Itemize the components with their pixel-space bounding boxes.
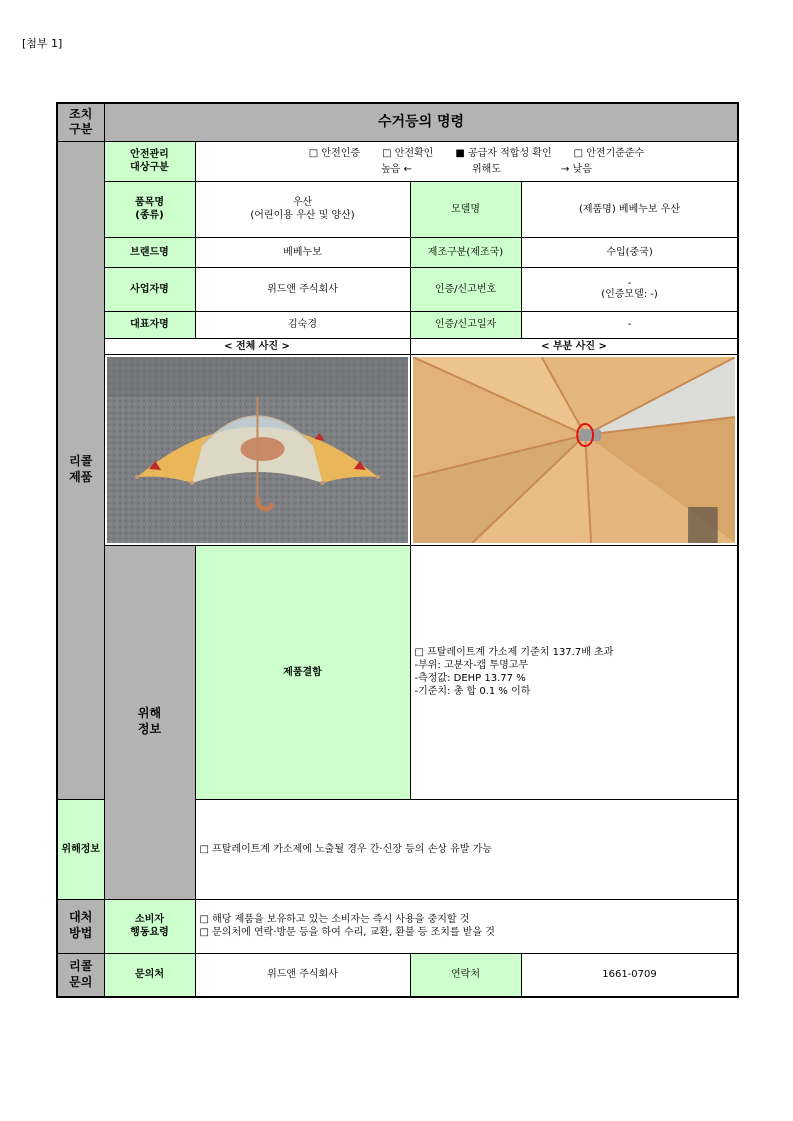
model-name-label: 모델명 [410, 181, 521, 237]
scale-mid: 위해도 [472, 163, 501, 175]
contact-value: 위드앤 주식회사 [195, 953, 410, 997]
umbrella-part-photo [413, 357, 736, 543]
model-name-value: (제품명) 베베누보 우산 [521, 181, 738, 237]
product-name-label: 품목명 (종류) [104, 181, 195, 237]
safety-category-label: 안전관리 대상구분 [104, 141, 195, 181]
consumer-action-line: □ 해당 제품을 보유하고 있는 소비자는 즉시 사용을 중지할 것 [199, 914, 470, 925]
representative-value: 김숙경 [195, 311, 410, 338]
manufacture-value: 수입(중국) [521, 237, 738, 267]
consumer-action-line: □ 문의처에 연락·방문 등을 하여 수리, 교환, 환불 등 조치를 받을 것 [199, 927, 495, 938]
phone-value: 1661-0709 [521, 953, 738, 997]
brand-value: 베베누보 [195, 237, 410, 267]
defect-line: -부위: 고분자-캡 투명고무 [414, 660, 529, 671]
business-value: 위드앤 주식회사 [195, 267, 410, 311]
option-safety-check: □ 안전확인 [382, 147, 434, 159]
business-label: 사업자명 [104, 267, 195, 311]
action-type-label: 조치 구분 [57, 103, 104, 141]
hazard-info-label: 위해정보 [57, 799, 104, 899]
scale-high: 높음 ← [381, 163, 413, 175]
option-safety-standard: □ 안전기준준수 [573, 147, 645, 159]
full-photo [104, 354, 410, 545]
brand-label: 브랜드명 [104, 237, 195, 267]
scale-low: → 낮음 [561, 163, 592, 175]
part-photo-header: < 부분 사진 > [410, 338, 738, 354]
hazard-scale [198, 163, 736, 176]
umbrella-full-photo [107, 357, 408, 543]
defect-value [410, 545, 738, 799]
attachment-label: [첨부 1] [22, 37, 63, 50]
cert-number-label: 인증/신고번호 [410, 267, 521, 311]
safety-category-options [198, 147, 736, 160]
safety-category-value [195, 141, 738, 181]
page-title: 수거등의 명령 [104, 103, 738, 141]
cert-number-value: - (인증모델: -) [521, 267, 738, 311]
hazard-section-label: 위해 정보 [104, 545, 195, 899]
phone-label: 연락처 [410, 953, 521, 997]
defect-line: -측정값: DEHP 13.77 % [414, 673, 526, 684]
full-photo-header: < 전체 사진 > [104, 338, 410, 354]
hazard-info-value: □ 프탈레이트계 가소제에 노출될 경우 간·신장 등의 손상 유발 가능 [195, 799, 738, 899]
contact-label: 문의처 [104, 953, 195, 997]
inquiry-section-label: 리콜 문의 [57, 953, 104, 997]
consumer-action-value [195, 899, 738, 953]
defect-line: -기준치: 총 합 0.1 % 이하 [414, 686, 531, 697]
cert-date-value: - [521, 311, 738, 338]
manufacture-label: 제조구분(제조국) [410, 237, 521, 267]
option-supplier-conformity: ■ 공급자 적합성 확인 [455, 147, 552, 159]
representative-label: 대표자명 [104, 311, 195, 338]
action-section-label: 대처 방법 [57, 899, 104, 953]
option-safety-cert: □ 안전인증 [308, 147, 361, 159]
consumer-action-label: 소비자 행동요령 [104, 899, 195, 953]
defect-label: 제품결함 [195, 545, 410, 799]
defect-line: □ 프탈레이트계 가소제 기준치 137.7배 초과 [414, 647, 614, 658]
cert-date-label: 인증/신고일자 [410, 311, 521, 338]
recall-product-section-label: 리콜 제품 [57, 141, 104, 799]
product-name-value: 우산 (어린이용 우산 및 양산) [195, 181, 410, 237]
recall-notice-table [56, 102, 739, 998]
part-photo [410, 354, 738, 545]
